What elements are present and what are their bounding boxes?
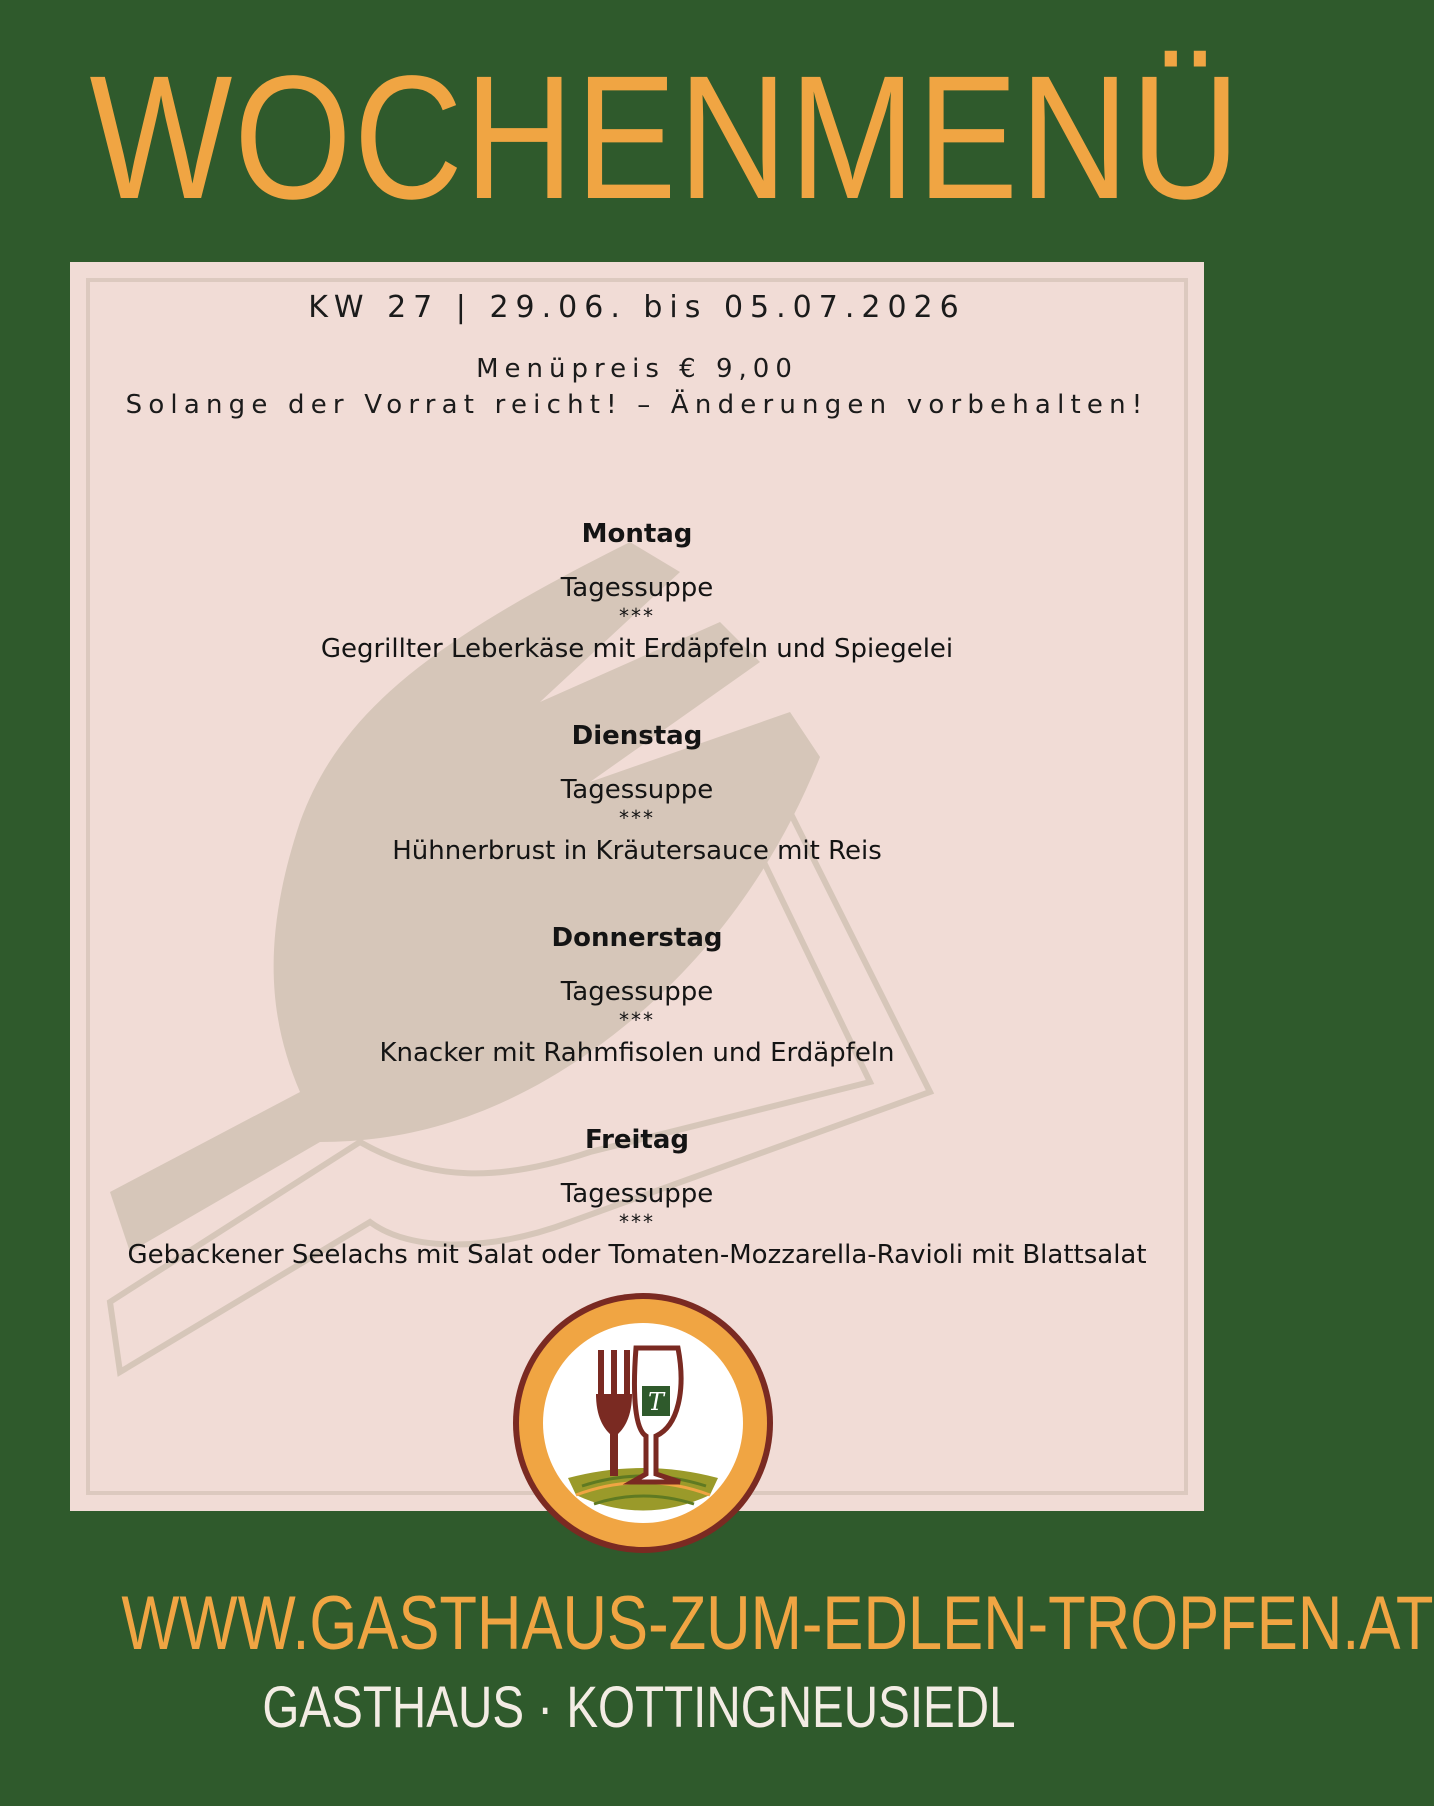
soup: Tagessuppe xyxy=(560,1179,714,1209)
soup: Tagessuppe xyxy=(560,977,714,1007)
day-name: Donnerstag xyxy=(551,923,723,953)
day-tuesday xyxy=(70,720,1204,922)
day-name: Montag xyxy=(581,519,693,549)
separator: *** xyxy=(619,806,655,830)
logo-monogram: T xyxy=(647,1388,665,1416)
day-monday xyxy=(70,518,1204,720)
separator: *** xyxy=(619,604,655,628)
main-dish: Knacker mit Rahmfisolen und Erdäpfeln xyxy=(379,1038,895,1068)
menu-price: Menüpreis € 9,00 xyxy=(476,354,798,384)
page-title: WOCHENMENÜ xyxy=(89,40,1242,236)
separator: *** xyxy=(619,1210,655,1234)
separator: *** xyxy=(619,1008,655,1032)
main-dish: Gegrillter Leberkäse mit Erdäpfeln und Spiegelei xyxy=(320,634,954,664)
calendar-week: KW 27 | 29.06. bis 05.07.2026 xyxy=(308,290,966,325)
day-name: Dienstag xyxy=(571,721,703,751)
location-line: GASTHAUS · KOTTINGNEUSIEDL xyxy=(262,1675,1016,1740)
website-link[interactable]: WWW.GASTHAUS-ZUM-EDLEN-TROPFEN.AT xyxy=(121,1581,1434,1666)
restaurant-logo-icon xyxy=(510,1290,776,1556)
menu-list xyxy=(70,518,1204,1326)
main-dish: Hühnerbrust in Kräutersauce mit Reis xyxy=(392,836,882,866)
soup: Tagessuppe xyxy=(560,775,714,805)
availability-note: Solange der Vorrat reicht! – Änderungen vorbehalten! xyxy=(125,390,1149,420)
day-thursday xyxy=(70,922,1204,1124)
day-name: Freitag xyxy=(584,1125,690,1155)
main-dish: Gebackener Seelachs mit Salat oder Tomaten-Mozzarella-Ravioli mit Blattsalat xyxy=(127,1240,1147,1270)
soup: Tagessuppe xyxy=(560,573,714,603)
